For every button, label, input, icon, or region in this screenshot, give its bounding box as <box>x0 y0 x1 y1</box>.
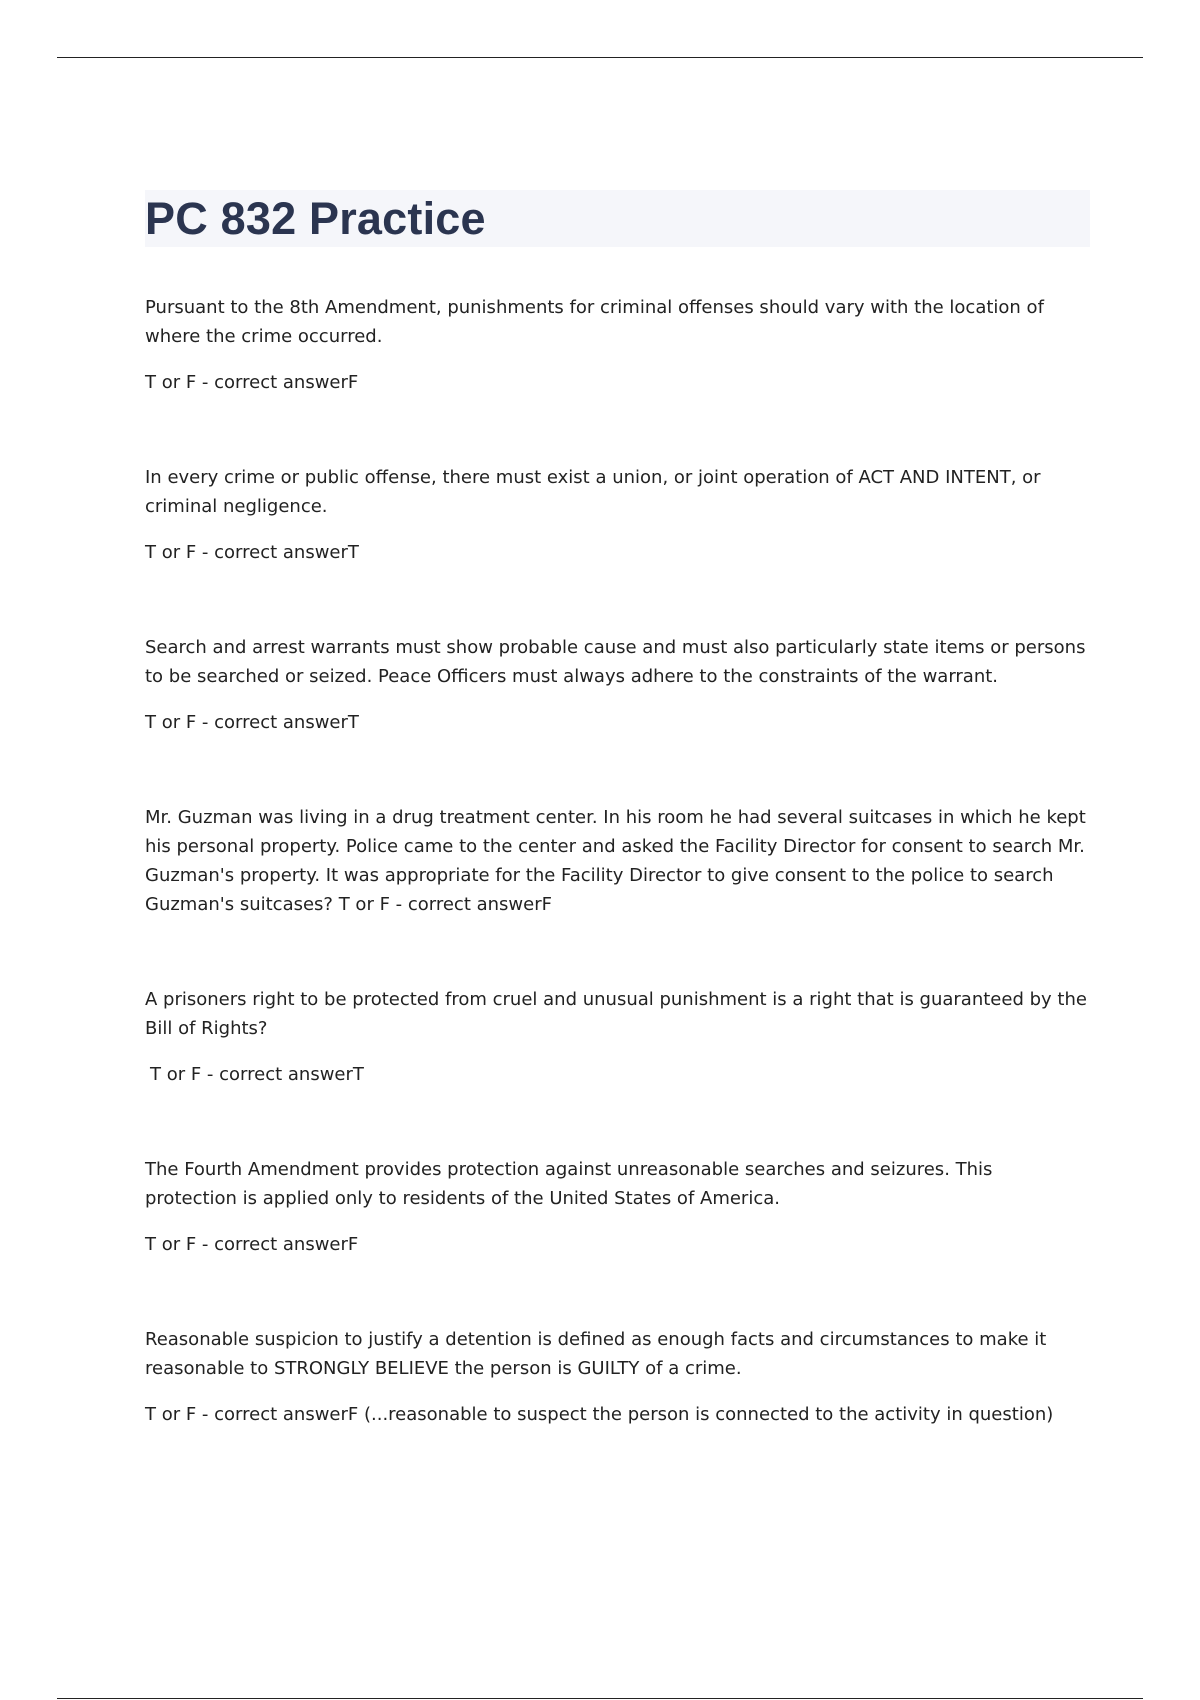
question-text: Reasonable suspicion to justify a detention is defined as enough facts and circumstances to make it reasonable to STRONGLY BELIEVE the person is GUILTY of a crime. <box>145 1329 1047 1379</box>
answer-text: T or F - correct answerF <box>145 372 359 393</box>
top-rule <box>57 57 1143 58</box>
qa-item-6 <box>145 1155 1090 1259</box>
document-body <box>145 190 1090 1495</box>
answer-text: T or F - correct answerF <box>338 894 552 915</box>
bottom-rule <box>57 1698 1143 1699</box>
qa-item-1 <box>145 293 1090 397</box>
question-text: Search and arrest warrants must show probable cause and must also particularly state items or persons to be searched or seized. Peace Officers must always adhere to the constraints of the warrant. <box>145 637 1086 687</box>
question-text: The Fourth Amendment provides protection against unreasonable searches and seizures. This protection is applied only to residents of the United States of America. <box>145 1159 993 1209</box>
question-text <box>145 803 1090 919</box>
answer-text: T or F - correct answerT <box>145 542 359 563</box>
qa-item-7 <box>145 1325 1090 1429</box>
question-text: Pursuant to the 8th Amendment, punishments for criminal offenses should vary with the location of where the crime occurred. <box>145 297 1044 347</box>
qa-item-2 <box>145 463 1090 567</box>
qa-item-3 <box>145 633 1090 737</box>
answer-text: T or F - correct answerF <box>145 1234 359 1255</box>
answer-text: T or F - correct answerT <box>145 712 359 733</box>
title-banner <box>145 190 1090 247</box>
answer-text: T or F - correct answerF (...reasonable to suspect the person is connected to the activity in question) <box>145 1404 1054 1425</box>
question-text-inline: Mr. Guzman was living in a drug treatment center. In his room he had several suitcases in which he kept his personal property. Police came to the center and asked the Facility Director for consent to search Mr. Guzman's property. It was appropriate for the Facility Director to give consent to the police to search Guzman's suitcases? <box>145 807 1086 915</box>
page-title: PC 832 Practice <box>145 193 486 244</box>
question-text: In every crime or public offense, there must exist a union, or joint operation of ACT AND INTENT, or criminal negligence. <box>145 467 1041 517</box>
qa-item-5 <box>145 985 1090 1089</box>
qa-item-4 <box>145 803 1090 919</box>
answer-text: T or F - correct answerT <box>150 1064 364 1085</box>
question-text: A prisoners right to be protected from cruel and unusual punishment is a right that is guaranteed by the Bill of Rights? <box>145 989 1087 1039</box>
